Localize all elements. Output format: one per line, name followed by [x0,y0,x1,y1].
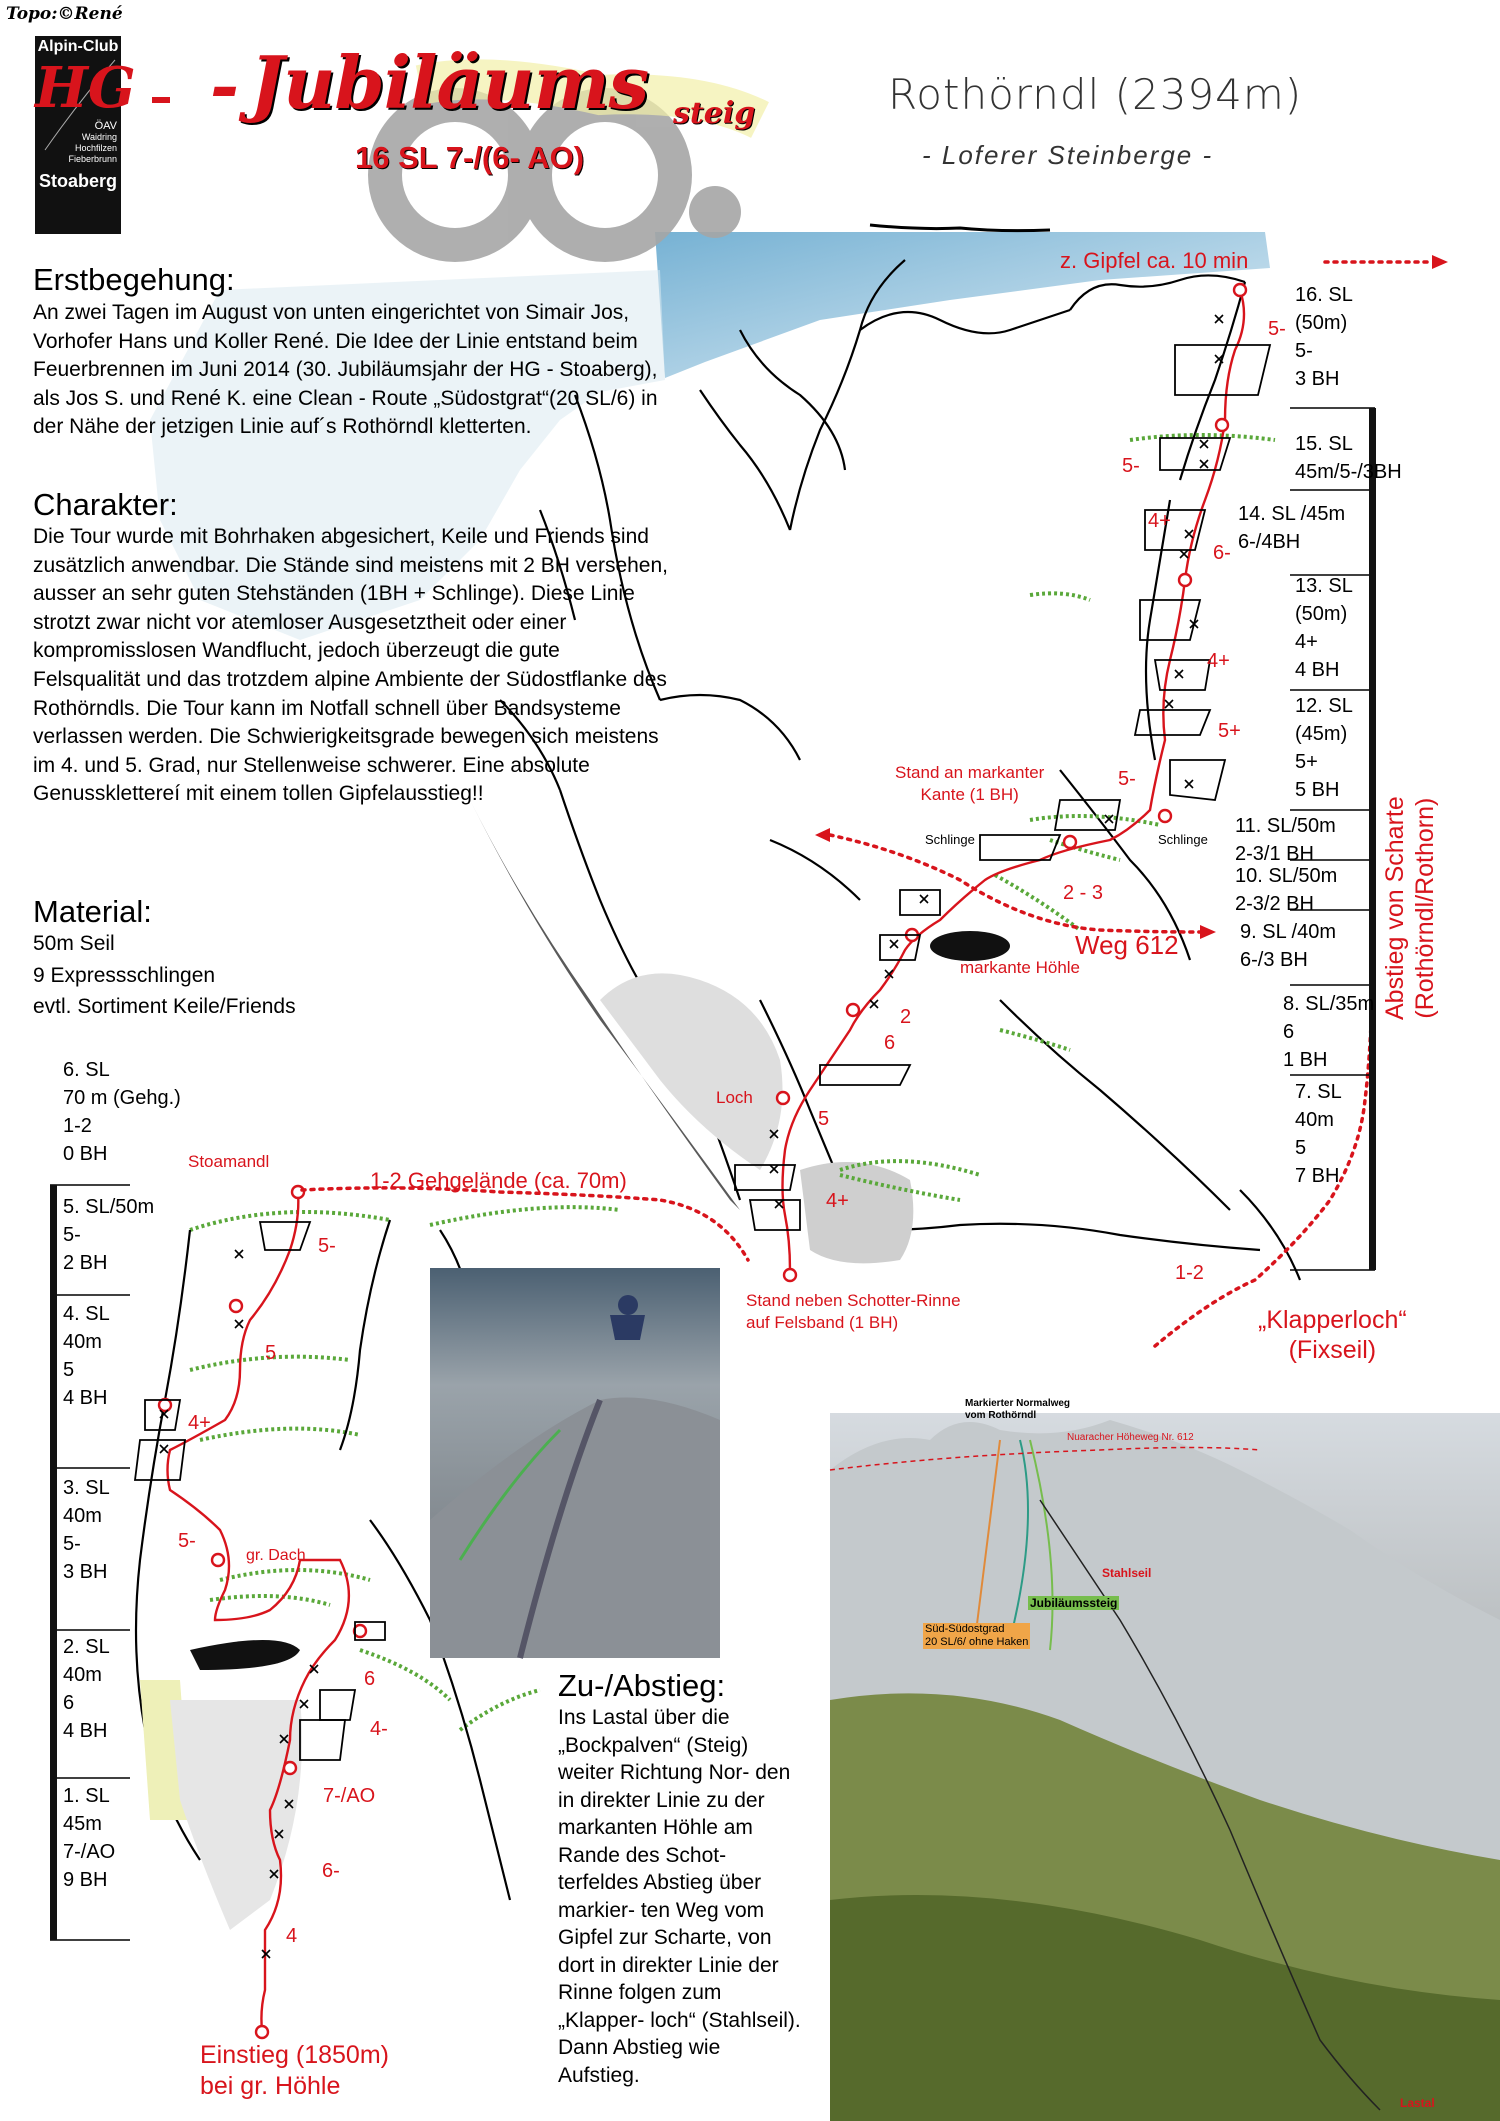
einstieg-label: Einstieg (1850m) bei gr. Höhle [200,2041,389,2100]
material-item: 9 Expressschlingen [33,964,216,987]
pitch-12: 12. SL (45m) 5+ 5 BH [1295,695,1353,801]
grade-label: 4+ [826,1190,849,1212]
schlinge-label: Schlinge [925,832,975,847]
pitch-10: 10. SL/50m 2-3/2 BH [1235,865,1338,915]
photo-normalweg-label: Markierter Normalweg vom Rothörndl [965,1398,1071,1421]
route-title-suffix: steig [673,96,756,131]
photo-jubilaeumssteig-label: Jubiläumssteig [1030,1596,1118,1610]
pitch-16: 16. SL (50m) 5- 3 BH [1295,284,1353,390]
gehgelaende-label: 1-2 Gehgelände (ca. 70m) [370,1168,627,1193]
pitch-8: 8. SL/35m 6 1 BH [1283,993,1375,1071]
grade-label: 6- [322,1860,340,1882]
grade-label: 5- [1118,768,1136,790]
grade-label: 1-2 [1175,1262,1204,1284]
kante-label: Stand an markanter Kante (1 BH) [895,763,1045,804]
grade-label: 4+ [1148,510,1171,532]
hoehle-label: markante Höhle [960,958,1081,977]
gr-dach-label: gr. Dach [246,1547,306,1564]
gr-hoehle-shape [190,1640,300,1670]
pitch-4: 4. SL 40m 5 4 BH [63,1303,110,1409]
pitch-6: 6. SL 70 m (Gehg.) 1-2 0 BH [63,1059,181,1165]
schlinge-label: Schlinge [1158,832,1208,847]
mountain-photo [830,1413,1500,2121]
route-title: Jubiläums [250,40,649,125]
lower-pitch-bar [50,1185,57,1940]
trail-arrows [815,255,1448,939]
grade-label: 4+ [188,1412,211,1434]
weg-612-label: Weg 612 [1075,930,1179,960]
logo-town: Hochfilzen [74,143,117,153]
approach-heading: Zu-/Abstieg: [558,1668,726,1703]
grade-label: 5- [318,1235,336,1257]
pitch-9: 9. SL /40m 6-/3 BH [1240,921,1336,971]
route-grade: 16 SL 7-/(6- AO) [355,140,585,175]
first-ascent-text: An zwei Tagen im August von unten eingerichtet von Simair Jos, Vorhofer Hans und Koller René. Die Idee der Linie entstand beim Feuerbrennen im Juni 2014 (30. Jubiläumsjahr der HG - Stoaberg), als Jos S. und René K. eine Clean - Route „Südostgrat“(20 SL/6) in der Nähe der jetzigen Linie auf´s Rothörndl kletterten. [33,301,658,439]
grade-label: 7-/AO [323,1785,376,1807]
pitch-1: 1. SL 45m 7-/AO 9 BH [63,1785,116,1891]
grade-label: 5 [265,1342,277,1364]
photo-stahlseil-label: Stahlseil [1102,1566,1152,1580]
logo-town: Waidring [81,132,117,142]
range-subtitle: - Loferer Steinberge - [922,140,1214,170]
pitch-15: 15. SL 45m/5-/3BH [1295,433,1402,483]
markante-hoehle-shape [930,931,1010,961]
grade-label: 5- [178,1530,196,1552]
grade-label: 2 - 3 [1063,882,1104,904]
copyright: Topo:©René [6,4,123,24]
summit-label: z. Gipfel ca. 10 min [1060,248,1249,273]
pitch-11: 11. SL/50m 2-3/1 BH [1235,815,1336,865]
pitch-13: 13. SL (50m) 4+ 4 BH [1295,575,1353,681]
pitch-2: 2. SL 40m 6 4 BH [63,1636,110,1742]
klapperloch-label: „Klapperloch“ (Fixseil) [1258,1306,1407,1364]
grade-label: 5 [818,1108,830,1130]
pitch-14: 14. SL /45m 6-/4BH [1238,503,1346,553]
approach-text: Ins Lastal über die „Bockpalven“ (Steig) weiter Richtung Nor- den in direkter Linie zu der markanten Höhle am Rande des Schot- terfeldes Abstieg über markier- ten Weg vom Gipfel zur Scharte, von dort in direkter Linie der Rinne folgen zum „Klapper- loch“ (Stahlseil). Dann Abstieg wie Aufstieg. [558,1706,801,2087]
grade-label: 4- [370,1718,388,1740]
character-heading: Charakter: [33,487,178,522]
peak-title: Rothörndl (2394m) [888,70,1303,119]
title-dash: - [210,44,240,127]
grade-label: 5- [1122,455,1140,477]
pitch-5: 5. SL/50m 5- 2 BH [63,1196,155,1274]
pitch-7: 7. SL 40m 5 7 BH [1295,1081,1342,1187]
grade-label: 5+ [1218,720,1241,742]
grade-label: 6- [1213,542,1231,564]
material-item: evtl. Sortiment Keile/Friends [33,995,296,1018]
material-heading: Material: [33,894,152,929]
grade-label: 2 [900,1006,912,1028]
photo-suedostgrad-label: Süd-Südostgrad 20 SL/6/ ohne Haken [925,1623,1029,1648]
grade-label: 4 [286,1925,298,1947]
rock-gray-area [600,973,783,1170]
photo-lastal-label: Lastal [1400,2096,1435,2110]
logo-name: Stoaberg [38,171,117,191]
descent-label: Abstieg von Scharte (Rothörndl/Rothorn) [1381,796,1439,1020]
lower-gray-rock [170,1700,302,1930]
stoamandl-label: Stoamandl [188,1152,270,1171]
grade-label: 6 [364,1668,376,1690]
grade-label: 6 [884,1032,896,1054]
grade-label: 5- [1268,318,1286,340]
logo-line1: Alpin-Club [37,38,119,55]
material-item: 50m Seil [33,932,115,955]
first-ascent-heading: Erstbegehung: [33,262,235,297]
photo-hoehenweg-label: Nuaracher Höheweg Nr. 612 [1067,1432,1194,1443]
upper-pitch-bar [1369,408,1376,1270]
logo-initials: HG [35,55,136,121]
loch-label: Loch [716,1088,753,1107]
character-text: Die Tour wurde mit Bohrhaken abgesichert, Keile und Friends sind zusätzlich anwendbar. Die Stände sind meistens mit 2 BH versehen, ausser an sehr guten Stehständen (1BH + Schlinge). Diese Linie strotzt zwar nicht vor atemloser Ausgesetztheit oder einer kompromisslosen Wandflucht, jedoch überzeugt die gute Felsqualität und das trotzdem alpine Ambiente der Südostflanke des Rothörndls. Die Tour kann im Notfall schnell über Bandsysteme verlassen werden. Die Schwierigkeitsgrade bewegen sich meistens im 4. und 5. Grad, nur Stellenweise schwerer. Eine absolute Genussklettereí mit einem tollen Gipfelausstieg!! [33,525,668,806]
logo-oav: ÖAV [94,120,117,132]
pitch-3: 3. SL 40m 5- 3 BH [63,1477,110,1583]
logo-town: Fieberbrunn [68,154,117,164]
club-logo [35,36,136,234]
grade-label: 4+ [1207,650,1230,672]
rock-gray-area-2 [800,1162,913,1263]
stand-schotter-label: Stand neben Schotter-Rinne auf Felsband (1 BH) [746,1291,961,1332]
